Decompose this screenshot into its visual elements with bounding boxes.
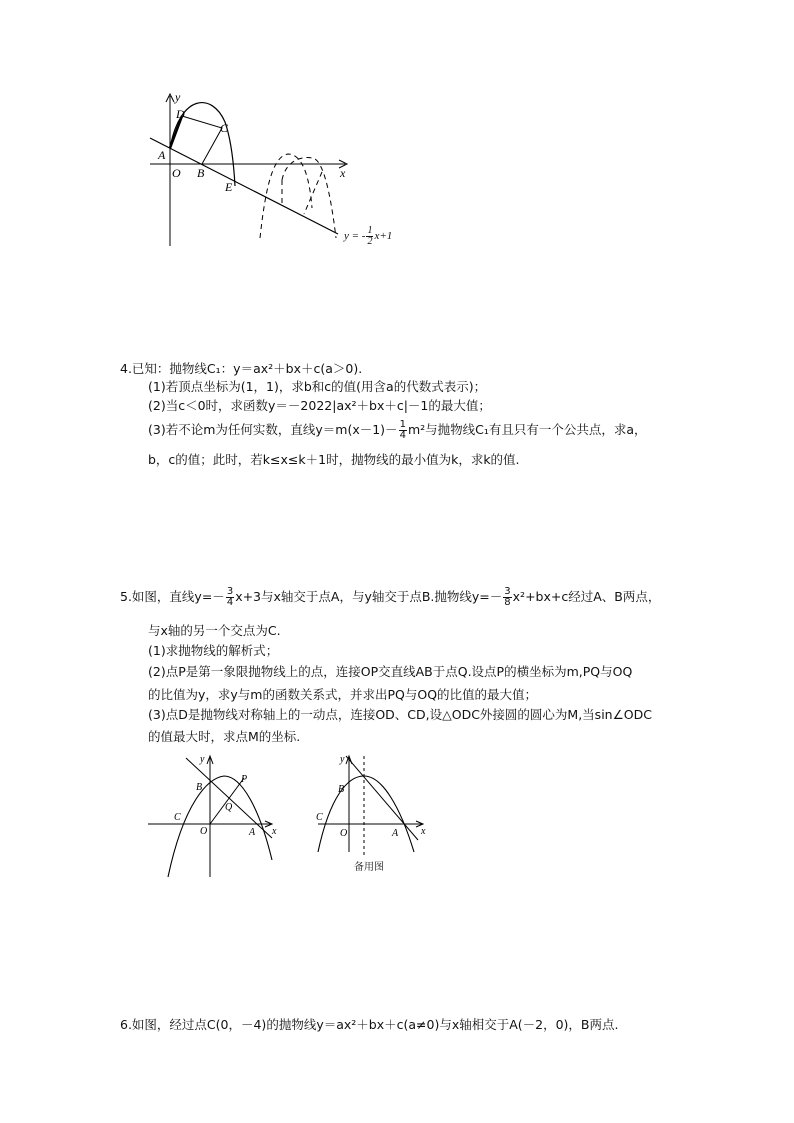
label-B: B [196, 782, 203, 793]
label-C: C [220, 121, 229, 135]
figure-3-caption: 备用图 [354, 862, 384, 873]
label-A: A [158, 148, 166, 162]
label-O: O [340, 828, 348, 839]
q4-line-4: (3)若不论m为任何实数，直线y＝m(x－1)－ $\frac{1}{4}$ m²与抛物线C₁有且只有一个公共点，求a， [148, 419, 647, 441]
label-E: E [225, 180, 233, 194]
q5-line-7: 的值最大时，求点M的坐标. [148, 729, 301, 744]
line-AB [346, 756, 418, 840]
q6-line-1: 6.如图，经过点C(0，－4)的抛物线y＝ax²＋bx＋c(a≠0)与x轴相交于A(－2，0)，B两点. [120, 1017, 619, 1032]
figure-3-parabola-backup [314, 752, 430, 860]
label-y: y [340, 754, 345, 765]
dashed-parabola-left [260, 154, 312, 238]
q4-line-2: (1)若顶点坐标为(1，1)，求b和c的值(用含a的代数式表示)； [148, 379, 487, 394]
q4-line-3: (2)当c＜0时，求函数y＝－2022|ax²＋bx＋c|－1的最大值； [148, 398, 491, 413]
label-A: A [392, 828, 399, 839]
parabola [318, 776, 414, 852]
q4-line-1: 4.已知：抛物线C₁：y＝ax²＋bx＋c(a＞0). [120, 361, 363, 376]
label-O: O [172, 166, 181, 180]
q5-line-3: (1)求抛物线的解析式； [148, 643, 279, 658]
q5-line-1: 5.如图，直线y=－ $\frac{3}{4}$ x+3与x轴交于点A，与y轴交于点B.抛物线y=－ $\frac{3}{8}$ x²+bx+c经过A、B两点， [120, 586, 661, 608]
q5-line-4: (2)点P是第一象限抛物线上的点，连接OP交直线AB于点Q.设点P的横坐标为m,PQ与OQ [148, 664, 633, 679]
label-y: y [175, 90, 181, 104]
label-C: C [174, 812, 181, 823]
label-P: P [241, 774, 248, 785]
label-D: D [176, 107, 185, 121]
label-x: x [421, 826, 426, 837]
line-y-neg-half-x-plus-1 [150, 138, 338, 234]
q5-line-5: 的比值为y，求y与m的函数关系式，并求出PQ与OQ的比值的最大值； [148, 687, 538, 702]
line-equation-label: y = - $\frac{1}{2}$ x+1 [344, 225, 393, 247]
label-B: B [338, 784, 345, 795]
label-O: O [200, 826, 208, 837]
label-y: y [200, 754, 205, 765]
label-x: x [340, 166, 346, 180]
dashed-parabola-right [282, 158, 336, 238]
parabola [168, 776, 272, 877]
label-Q: Q [225, 802, 233, 813]
label-B: B [197, 166, 205, 180]
figure-2-parabola [146, 752, 286, 880]
label-A: A [249, 827, 256, 838]
q5-line-2: 与x轴的另一个交点为C. [148, 623, 281, 638]
dashed-segment-2 [304, 172, 322, 214]
q4-line-5: b，c的值；此时，若k≤x≤k＋1时，抛物线的最小值为k，求k的值. [148, 452, 520, 467]
label-C: C [316, 812, 323, 823]
q5-line-6: (3)点D是抛物线对称轴上的一动点，连接OD、CD,设△ODC外接圆的圆心为M,当sin∠ODC [148, 707, 652, 722]
label-x: x [272, 826, 277, 837]
